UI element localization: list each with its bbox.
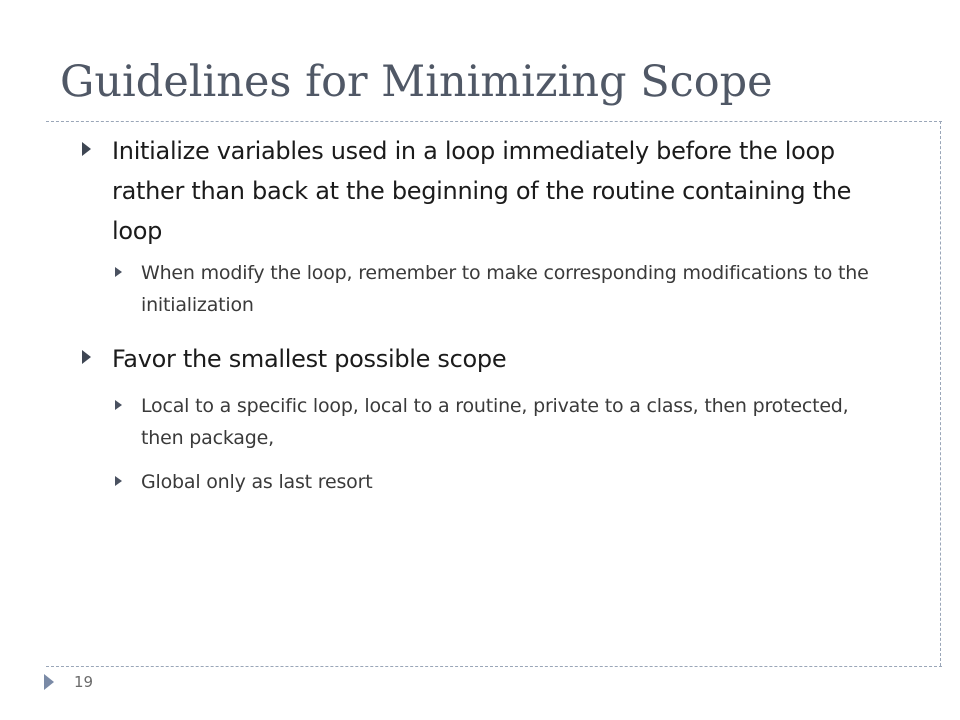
right-border bbox=[940, 121, 941, 666]
sub-bullet-text: When modify the loop, remember to make corresponding modifications to the initialization bbox=[141, 262, 869, 316]
sub-bullet-triangle-icon bbox=[115, 476, 122, 486]
bullet-item bbox=[80, 131, 880, 251]
sub-bullet-text: Local to a specific loop, local to a routine, private to a class, then protected, then package, bbox=[141, 395, 849, 449]
bullet-text: Favor the smallest possible scope bbox=[112, 345, 507, 373]
footer-divider bbox=[46, 666, 942, 667]
title-divider bbox=[46, 121, 942, 122]
footer-triangle-icon bbox=[44, 674, 54, 690]
spacer bbox=[80, 379, 880, 384]
sub-bullet-item bbox=[80, 390, 880, 454]
slide-body bbox=[80, 131, 880, 498]
bullet-triangle-icon bbox=[82, 142, 91, 156]
bullet-text: Initialize variables used in a loop immediately before the loop rather than back at the beginning of the routine containing the loop bbox=[112, 137, 852, 245]
spacer bbox=[80, 321, 880, 339]
sub-bullet-item bbox=[80, 257, 880, 321]
sub-bullet-text: Global only as last resort bbox=[141, 471, 373, 493]
sub-bullet-triangle-icon bbox=[115, 267, 122, 277]
page-number: 19 bbox=[74, 673, 94, 691]
sub-bullet-item bbox=[80, 466, 880, 498]
bullet-triangle-icon bbox=[82, 350, 91, 364]
slide-title: Guidelines for Minimizing Scope bbox=[60, 57, 773, 107]
bullet-item bbox=[80, 339, 880, 379]
spacer bbox=[80, 454, 880, 460]
sub-bullet-triangle-icon bbox=[115, 400, 122, 410]
